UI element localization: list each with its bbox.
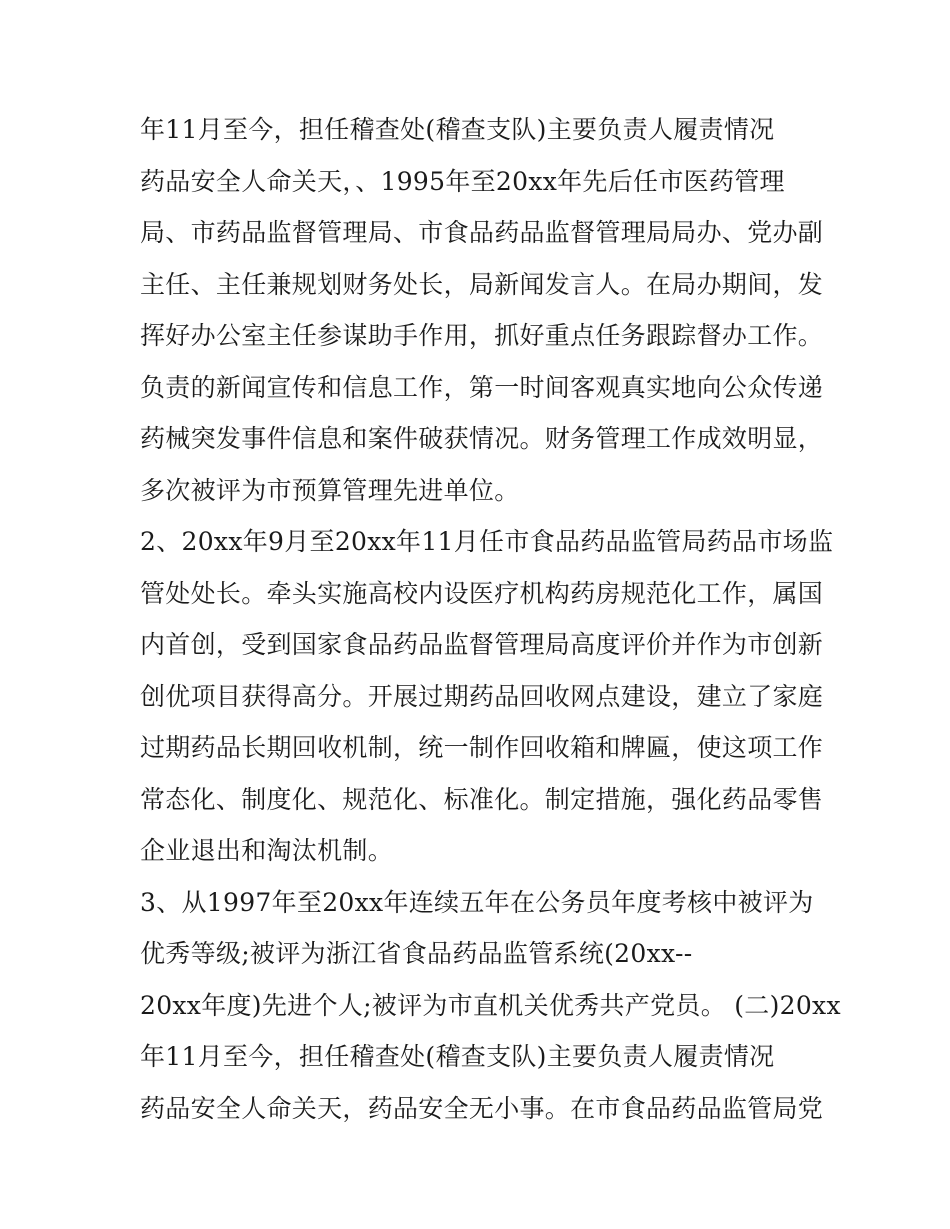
text-line: 内首创，受到国家食品药品监督管理局高度评价并作为市创新 — [140, 630, 824, 659]
text-line: 管处处长。牵头实施高校内设医疗机构药房规范化工作，属国 — [140, 578, 824, 608]
text-line: 药品安全人命关天，、1995年至20xx年先后任市医药管理 — [140, 166, 785, 196]
text-line: 挥好办公室主任参谋助手作用，抓好重点任务跟踪督办工作。 — [140, 321, 824, 350]
text-line: 常态化、制度化、规范化、标准化。制定措施，强化药品零售 — [140, 784, 824, 814]
text-line: 3、从1997年至20xx年连续五年在公务员年度考核中被评为 — [140, 887, 814, 917]
text-line: 多次被评为市预算管理先进单位。 — [140, 475, 520, 505]
text-line: 药品安全人命关天，药品安全无小事。在市食品药品监管局党 — [140, 1093, 824, 1123]
text-line: 2、20xx年9月至20xx年11月任市食品药品监管局药品市场监 — [140, 527, 834, 556]
text-line: 优秀等级;被评为浙江省食品药品监管系统(20xx-- — [140, 939, 693, 968]
text-line: 过期药品长期回收机制，统一制作回收箱和牌匾，使这项工作 — [140, 733, 824, 762]
text-line: 年11月至今，担任稽查处(稽查支队)主要负责人履责情况 — [140, 115, 775, 144]
document-body — [140, 110, 841, 1140]
text-line: 负责的新闻宣传和信息工作，第一时间客观真实地向公众传递 — [140, 372, 824, 402]
text-line: 创优项目获得高分。开展过期药品回收网点建设，建立了家庭 — [140, 681, 824, 711]
text-line: 企业退出和淘汰机制。 — [140, 836, 394, 865]
text-line: 局、市药品监督管理局、市食品药品监督管理局局办、党办副 — [140, 218, 824, 247]
text-line: 主任、主任兼规划财务处长，局新闻发言人。在局办期间，发 — [140, 269, 824, 299]
text-line: 药械突发事件信息和案件破获情况。财务管理工作成效明显， — [140, 424, 824, 453]
text-line: 20xx年度)先进个人;被评为市直机关优秀共产党员。 (二)20xx — [140, 990, 841, 1020]
text-line: 年11月至今，担任稽查处(稽查支队)主要负责人履责情况 — [140, 1042, 775, 1071]
